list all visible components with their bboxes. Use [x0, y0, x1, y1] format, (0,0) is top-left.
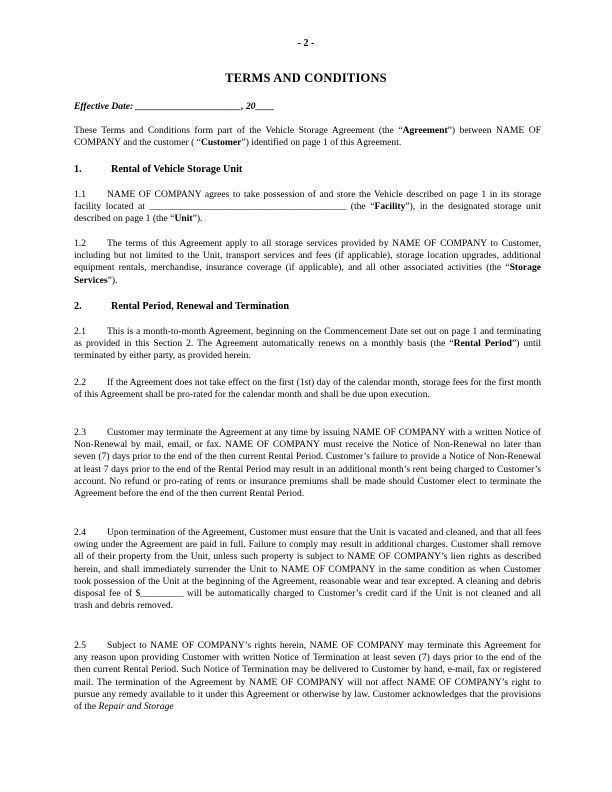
effective-date-line: Effective Date: ______________________, 20____: [74, 101, 275, 112]
section-number: 2.: [74, 301, 82, 312]
clause-2-4: 2.4 Upon termination of the Agreement, Customer must ensure that the Unit is vacated and cleaned, and that all fees owing under the Agreement are paid in full. Failure to comply may result in additional charges. Customer shall remove all of their property from the Unit, unless such property is subject to NAME OF COMPANY’s lien rights as described herein, and shall immediately surrender the Unit to NAME OF COMPANY in the same condition as when Customer took possession of the Unit at the beginning of the Agreement, reasonable wear and tear excepted. A cleaning and debris disposal fee of $_________ will be automatically charged to Customer’s credit card if the Unit is not cleaned and all trash and debris removed.: [74, 527, 541, 612]
section-number: 1.: [74, 164, 82, 175]
clause-2-5: 2.5 Subject to NAME OF COMPANY’s rights herein, NAME OF COMPANY may terminate this Agreement for any reason upon providing Customer with written Notice of Termination at least seven (7) days prior to the end of the then current Rental Period. Such Notice of Termination may be delivered to Customer by hand, e-mail, fax or registered mail. The termination of the Agreement by NAME OF COMPANY will not affect NAME OF COMPANY’s right to pursue any remedy available to it under this Agreement or otherwise by law. Customer acknowledges that the provisions of the Repair and Storage: [74, 640, 541, 713]
section-title: Rental of Vehicle Storage Unit: [111, 164, 243, 175]
section-2-heading: [74, 301, 541, 313]
document-title: TERMS AND CONDITIONS: [225, 71, 387, 85]
section-1-heading: [74, 164, 541, 176]
clause-number: 2.3: [74, 427, 86, 438]
clause-2-2: 2.2 If the Agreement does not take effect on the first (1st) day of the calendar month, storage fees for the first month of this Agreement shall be pro-rated for the calendar month and shall be due upon execution.: [74, 377, 541, 401]
clause-number: 1.2: [74, 238, 86, 249]
clause-number: 1.1: [74, 189, 86, 200]
clause-1-1: 1.1 NAME OF COMPANY agrees to take possession of and store the Vehicle described on page 1 in its storage facility located at _________________________________________ (the “Facility”), in the designated storage unit described on page 1 (the “Unit”).: [74, 189, 541, 225]
clause-number: 2.2: [74, 377, 86, 388]
clause-1-2: 1.2 The terms of this Agreement apply to all storage services provided by NAME OF COMPANY to Customer, including but not limited to the Unit, transport services and fees (if applicable), storage location upgrades, additional equipment rentals, merchandise, insurance coverage (if applicable), and all other associated activities (the “Storage Services”).: [74, 238, 541, 286]
page-number: - 2 -: [297, 38, 315, 49]
clause-number: 2.1: [74, 326, 86, 337]
clause-2-1: 2.1 This is a month-to-month Agreement, beginning on the Commencement Date set out on page 1 and terminating as provided in this Section 2. The Agreement automatically renews on a monthly basis (the “Rental Period”) until terminated by either party, as provided herein.: [74, 326, 541, 362]
clause-number: 2.5: [74, 640, 86, 651]
clause-2-3: 2.3 Customer may terminate the Agreement at any time by issuing NAME OF COMPANY with a written Notice of Non-Renewal by mail, email, or fax. NAME OF COMPANY must receive the Notice of Non-Renewal no later than seven (7) days prior to the end of the then current Rental Period. Customer’s failure to provide a Notice of Non-Renewal at least 7 days prior to the end of the Rental Period may result in an additional month’s rent being charged to Customer’s account. No refund or pro-rating of rents or insurance premiums shall be made should Customer elect to terminate the Agreement before the end of the then current Rental Period.: [74, 427, 541, 500]
clause-number: 2.4: [74, 527, 86, 538]
section-title: Rental Period, Renewal and Termination: [111, 301, 290, 312]
intro-paragraph: These Terms and Conditions form part of the Vehicle Storage Agreement (the “Agreement”) between NAME OF COMPANY and the customer ( “Customer”) identified on page 1 of this Agreement.: [74, 125, 541, 149]
